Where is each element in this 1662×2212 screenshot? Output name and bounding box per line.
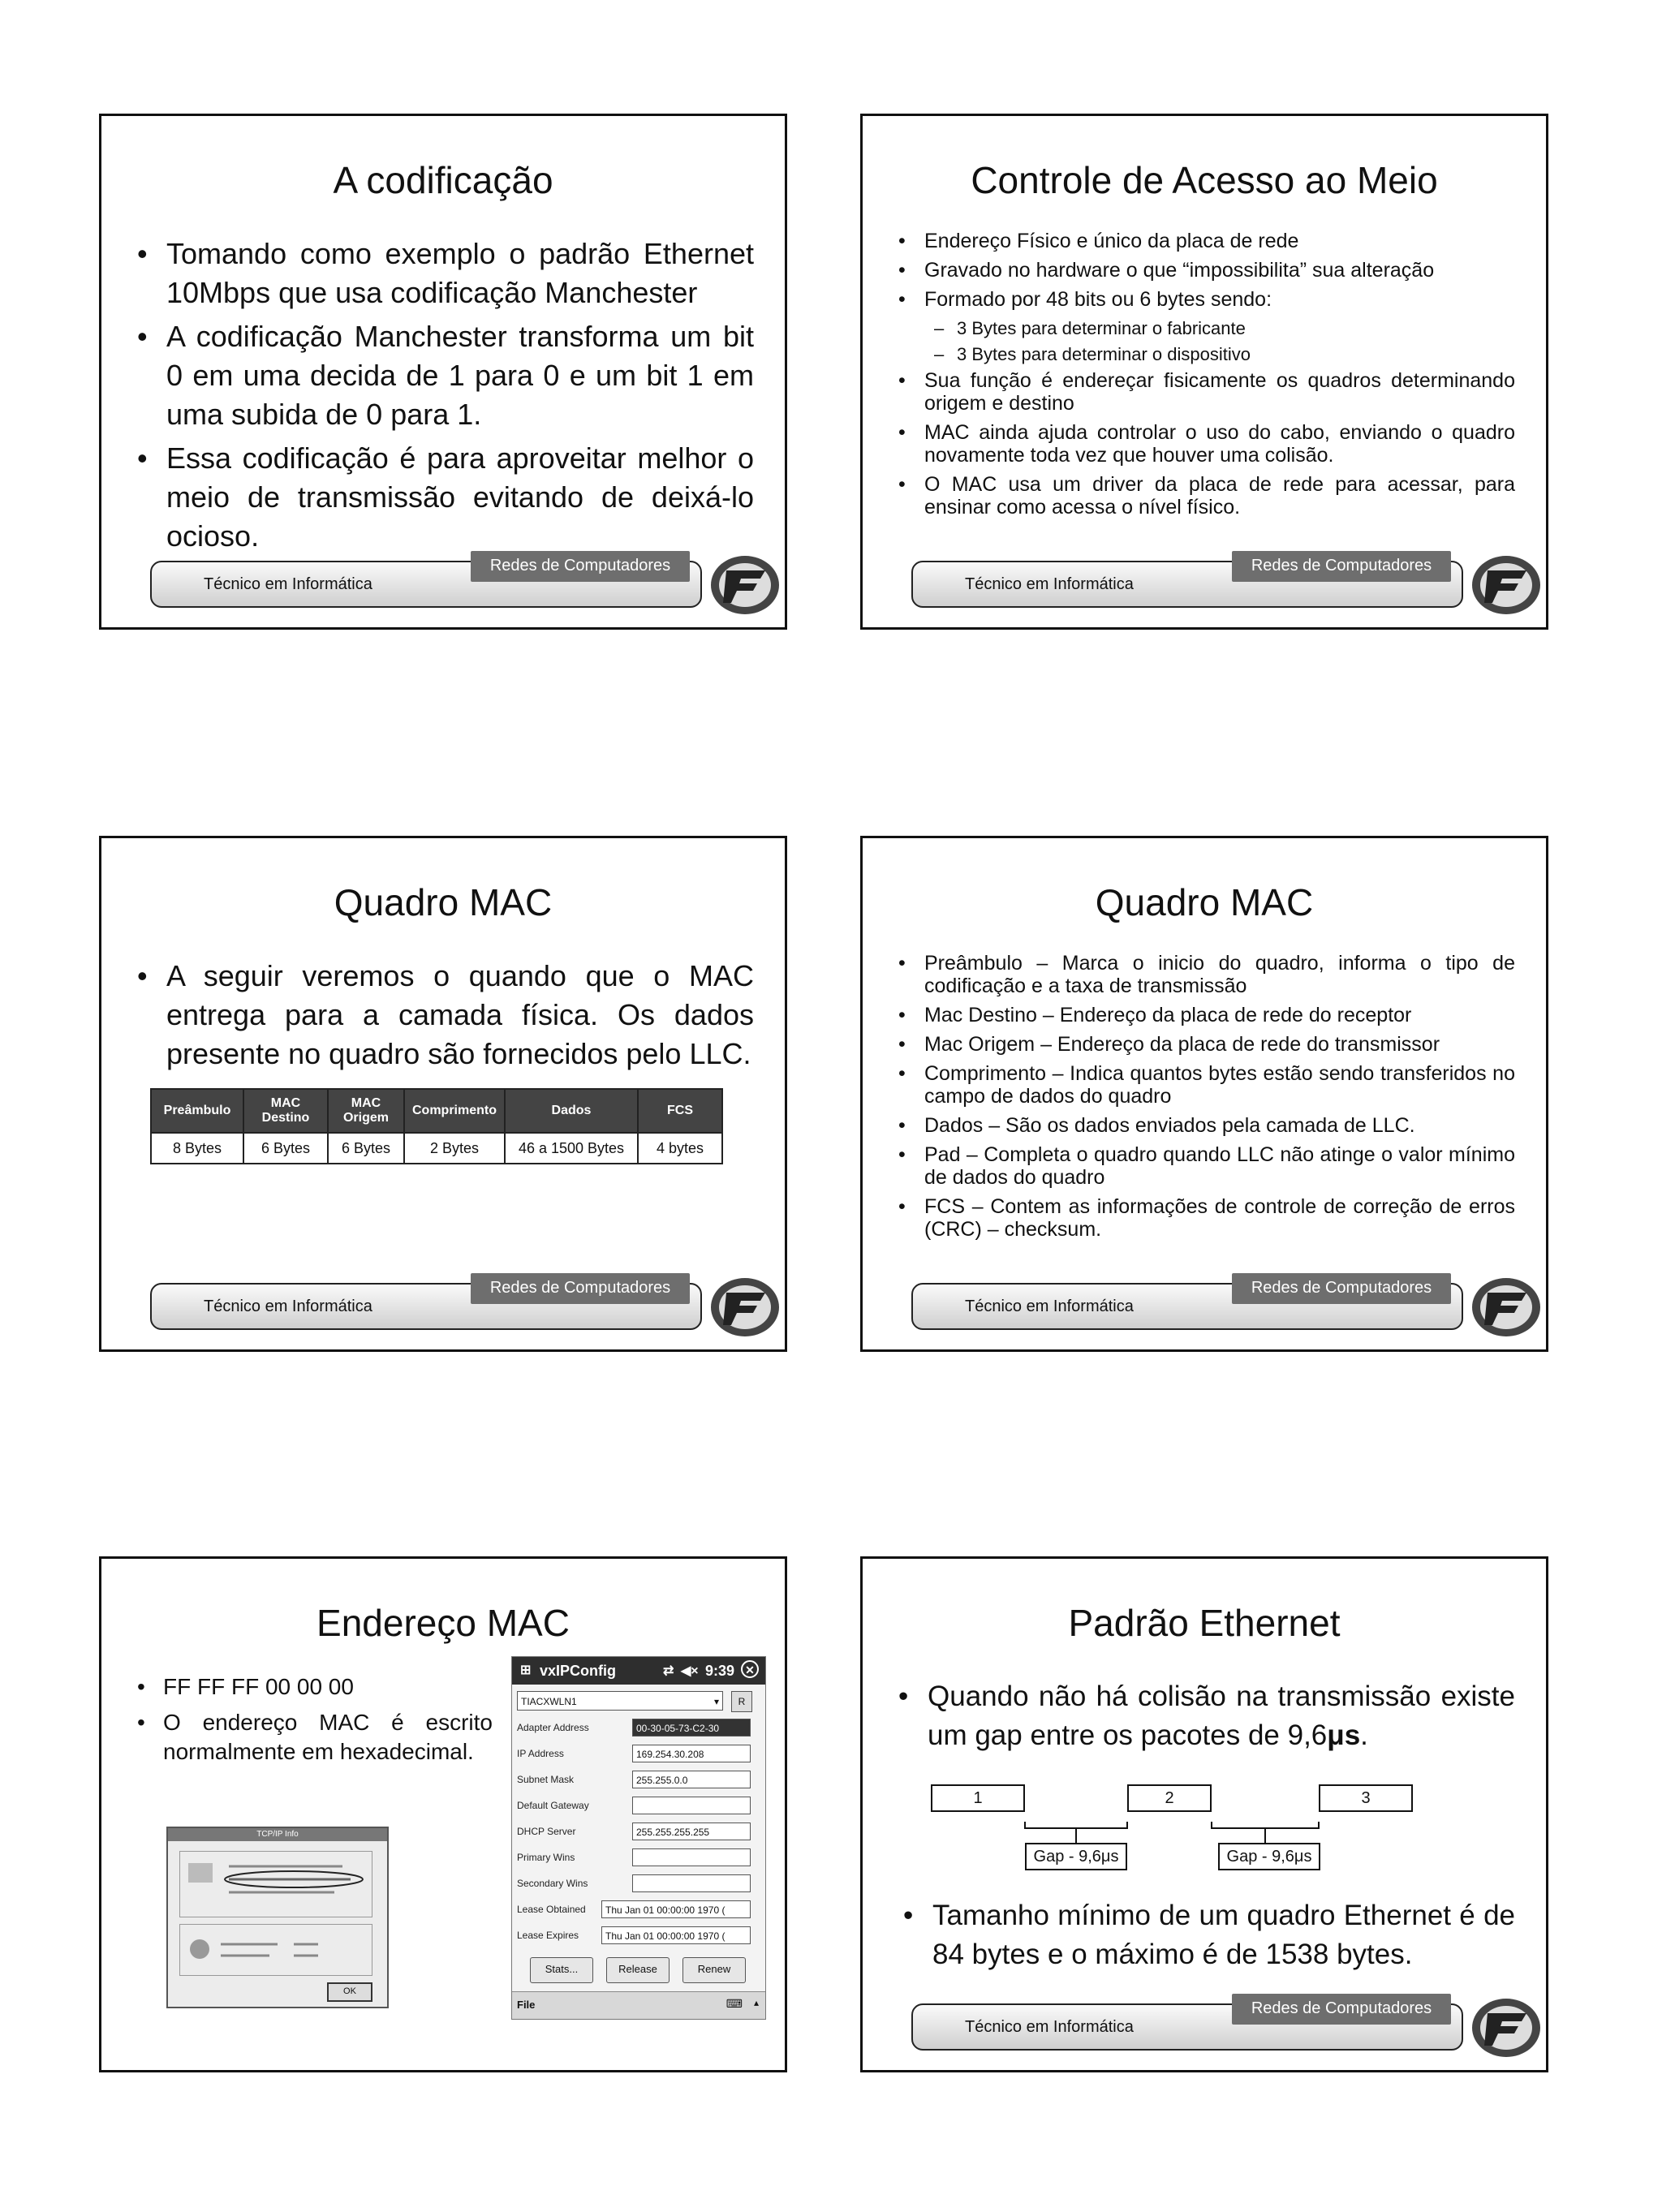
slide-a-codificacao: [99, 114, 787, 630]
bullet-item: • Comprimento – Indica quantos bytes estão sendo transferidos no campo de dados do quadro: [898, 1062, 1515, 1108]
footer-subject: Redes de Computadores: [1232, 1273, 1451, 1304]
row-label: Default Gateway: [517, 1800, 589, 1811]
table-cell: 2 Bytes: [404, 1133, 505, 1164]
school-logo-icon: [1470, 553, 1543, 618]
lease-obtained-field[interactable]: Thu Jan 01 00:00:00 1970 (: [601, 1900, 751, 1918]
slide-title: A codificação: [333, 159, 553, 201]
bullet-list: [137, 235, 754, 561]
chevron-down-icon: ▾: [713, 1696, 719, 1707]
mac-frame-table: [150, 1088, 723, 1164]
bullet-text: Quando não há colisão na transmissão existe um gap entre os pacotes de 9,6: [928, 1681, 1515, 1751]
file-menu[interactable]: File: [517, 1999, 536, 2011]
refresh-button[interactable]: R: [731, 1691, 752, 1712]
row-label: Lease Expires: [517, 1930, 579, 1941]
bullet-item: • Essa codificação é para aproveitar melhor o meio de transmissão evitando de deixá-lo ocioso.: [137, 439, 754, 556]
bullet-list: [898, 952, 1515, 1247]
bullet-item: • Sua função é endereçar fisicamente os quadros determinando origem e destino: [898, 369, 1515, 415]
dialog-address-group: [179, 1851, 372, 1917]
release-button[interactable]: Release: [606, 1957, 670, 1983]
footer-course: Técnico em Informática: [204, 575, 372, 593]
footer-course: Técnico em Informática: [965, 2018, 1134, 2036]
bullet-item: • FCS – Contem as informações de controle de correção de erros (CRC) – checksum.: [898, 1195, 1515, 1241]
adapter-address-field[interactable]: 00-30-05-73-C2-30: [632, 1719, 751, 1736]
menu-bar: [512, 1991, 765, 2020]
table-cell: 8 Bytes: [151, 1133, 243, 1164]
bullet-item: • Mac Origem – Endereço da placa de rede do transmissor: [898, 1033, 1515, 1056]
dialog-ok-button[interactable]: OK: [327, 1982, 372, 2002]
versions-lines-icon: [180, 1925, 370, 1973]
stats-button[interactable]: Stats...: [530, 1957, 593, 1983]
sub-bullet-item: – 3 Bytes para determinar o fabricante: [898, 317, 1515, 340]
bullet-item: • Formado por 48 bits ou 6 bytes sendo:: [898, 288, 1515, 311]
slide-endereco-mac: [99, 1556, 787, 2072]
sync-icon: ⇄: [663, 1664, 674, 1678]
bullet-item: • Endereço Físico e único da placa de rede: [898, 230, 1515, 252]
footer-subject: Redes de Computadores: [471, 1273, 690, 1304]
windows-flag-icon: ⊞: [520, 1663, 532, 1677]
row-label: Subnet Mask: [517, 1774, 575, 1785]
bullet-item: • O MAC usa um driver da placa de rede para acessar, para ensinar como acessa o nível físico.: [898, 473, 1515, 519]
bullet-item: • Tamanho mínimo de um quadro Ethernet é de 84 bytes e o máximo é de 1538 bytes.: [903, 1896, 1515, 1974]
row-label: Secondary Wins: [517, 1878, 588, 1889]
gap-label: Gap - 9,6μs: [1218, 1843, 1320, 1870]
frame-box: 3: [1319, 1784, 1413, 1812]
bullet-item: • A seguir veremos o quando que o MAC entrega para a camada física. Os dados presente no quadro são fornecidos pelo LLC.: [137, 957, 754, 1074]
gap-label: Gap - 9,6μs: [1025, 1843, 1127, 1870]
footer-subject: Redes de Computadores: [1232, 1994, 1451, 2025]
bullet-item: • Mac Destino – Endereço da placa de rede do receptor: [898, 1004, 1515, 1026]
bullet-item: • A codificação Manchester transforma um bit 0 em uma decida de 1 para 0 e um bit 1 em uma subida de 0 para 1.: [137, 317, 754, 434]
default-gateway-field[interactable]: [632, 1797, 751, 1814]
unit-mu-s: μs: [1327, 1719, 1361, 1751]
keyboard-icon[interactable]: ⌨: [726, 1997, 743, 2010]
bullet-list: [898, 1677, 1515, 1760]
bullet-item: • FF FF FF 00 00 00: [137, 1672, 493, 1702]
slide-quadro-mac-campos: [860, 836, 1548, 1352]
slide-controle-acesso-meio: [860, 114, 1548, 630]
adapter-select-value: TIACXWLN1: [521, 1696, 577, 1707]
chevron-up-icon[interactable]: ▴: [753, 1997, 759, 2008]
primary-wins-field[interactable]: [632, 1848, 751, 1866]
vxipconfig-window: [511, 1656, 766, 2020]
school-logo-icon: [708, 553, 781, 618]
sub-bullet-item: – 3 Bytes para determinar o dispositivo: [898, 343, 1515, 366]
slide-title: Endereço MAC: [316, 1602, 570, 1644]
slide-title: Padrão Ethernet: [1068, 1602, 1341, 1644]
close-icon[interactable]: ✕: [741, 1660, 759, 1678]
row-label: Lease Obtained: [517, 1904, 586, 1915]
school-logo-icon: [708, 1275, 781, 1340]
bullet-list-2: [903, 1896, 1515, 1979]
adapter-select[interactable]: [517, 1691, 723, 1711]
frame-box: 2: [1127, 1784, 1212, 1812]
table-cell: 4 bytes: [638, 1133, 722, 1164]
row-label: IP Address: [517, 1748, 564, 1759]
footer-course: Técnico em Informática: [965, 575, 1134, 593]
table-header: Preâmbulo: [151, 1089, 243, 1133]
table-header: MAC Destino: [243, 1089, 328, 1133]
renew-button[interactable]: Renew: [682, 1957, 746, 1983]
slide-title: Quadro MAC: [1095, 881, 1314, 923]
window-titlebar: [512, 1657, 765, 1685]
table-header: Dados: [505, 1089, 638, 1133]
footer-course: Técnico em Informática: [204, 1298, 372, 1315]
bullet-item: • Pad – Completa o quadro quando LLC não atinge o valor mínimo de dados do quadro: [898, 1143, 1515, 1189]
window-title: vxIPConfig: [540, 1663, 617, 1679]
bullet-item: • Dados – São os dados enviados pela camada de LLC.: [898, 1114, 1515, 1137]
dialog-versions-group: [179, 1924, 372, 1976]
table-cell: 6 Bytes: [243, 1133, 328, 1164]
frame-box: 1: [931, 1784, 1025, 1812]
table-header: FCS: [638, 1089, 722, 1133]
school-logo-icon: [1470, 1995, 1543, 2060]
bullet-end: .: [1360, 1719, 1368, 1751]
footer-subject: Redes de Computadores: [471, 551, 690, 582]
slide-padrao-ethernet: [860, 1556, 1548, 2072]
slide-title: Controle de Acesso ao Meio: [971, 159, 1438, 201]
address-lines-icon: [180, 1852, 370, 1915]
bullet-list: [137, 957, 754, 1078]
bullet-item: • Gravado no hardware o que “impossibilita” sua alteração: [898, 259, 1515, 282]
dialog-title: TCP/IP Info: [168, 1828, 387, 1841]
lease-expires-field[interactable]: Thu Jan 01 00:00:00 1970 (: [601, 1926, 751, 1944]
bullet-item: • Preâmbulo – Marca o inicio do quadro, informa o tipo de codificação e a taxa de transmissão: [898, 952, 1515, 997]
tcpip-dialog: [166, 1827, 389, 2008]
footer-course: Técnico em Informática: [965, 1298, 1134, 1315]
secondary-wins-field[interactable]: [632, 1874, 751, 1892]
row-label: Primary Wins: [517, 1852, 575, 1863]
subnet-mask-field[interactable]: 255.255.0.0: [632, 1771, 751, 1788]
row-label: DHCP Server: [517, 1826, 576, 1837]
table-header: MAC Origem: [328, 1089, 404, 1133]
ip-address-field[interactable]: 169.254.30.208: [632, 1745, 751, 1762]
slide-title: Quadro MAC: [334, 881, 553, 923]
row-label: Adapter Address: [517, 1722, 589, 1733]
bullet-item: • Tomando como exemplo o padrão Ethernet 10Mbps que usa codificação Manchester: [137, 235, 754, 312]
bullet-item: • O endereço MAC é escrito normalmente em hexadecimal.: [137, 1708, 493, 1767]
gap-brackets-icon: [863, 1812, 1548, 1853]
table-cell: 6 Bytes: [328, 1133, 404, 1164]
dhcp-server-field[interactable]: 255.255.255.255: [632, 1823, 751, 1840]
bullet-list: [898, 230, 1515, 525]
slide-quadro-mac-tabela: [99, 836, 787, 1352]
table-cell: 46 a 1500 Bytes: [505, 1133, 638, 1164]
bullet-item: • MAC ainda ajuda controlar o uso do cabo, enviando o quadro novamente toda vez que houver uma colisão.: [898, 421, 1515, 467]
school-logo-icon: [1470, 1275, 1543, 1340]
clock-time: 9:39: [705, 1663, 735, 1679]
table-header: Comprimento: [404, 1089, 505, 1133]
bullet-item: [898, 1677, 1515, 1755]
bullet-list: [137, 1672, 493, 1773]
speaker-icon: ◀×: [681, 1664, 699, 1678]
footer-subject: Redes de Computadores: [1232, 551, 1451, 582]
